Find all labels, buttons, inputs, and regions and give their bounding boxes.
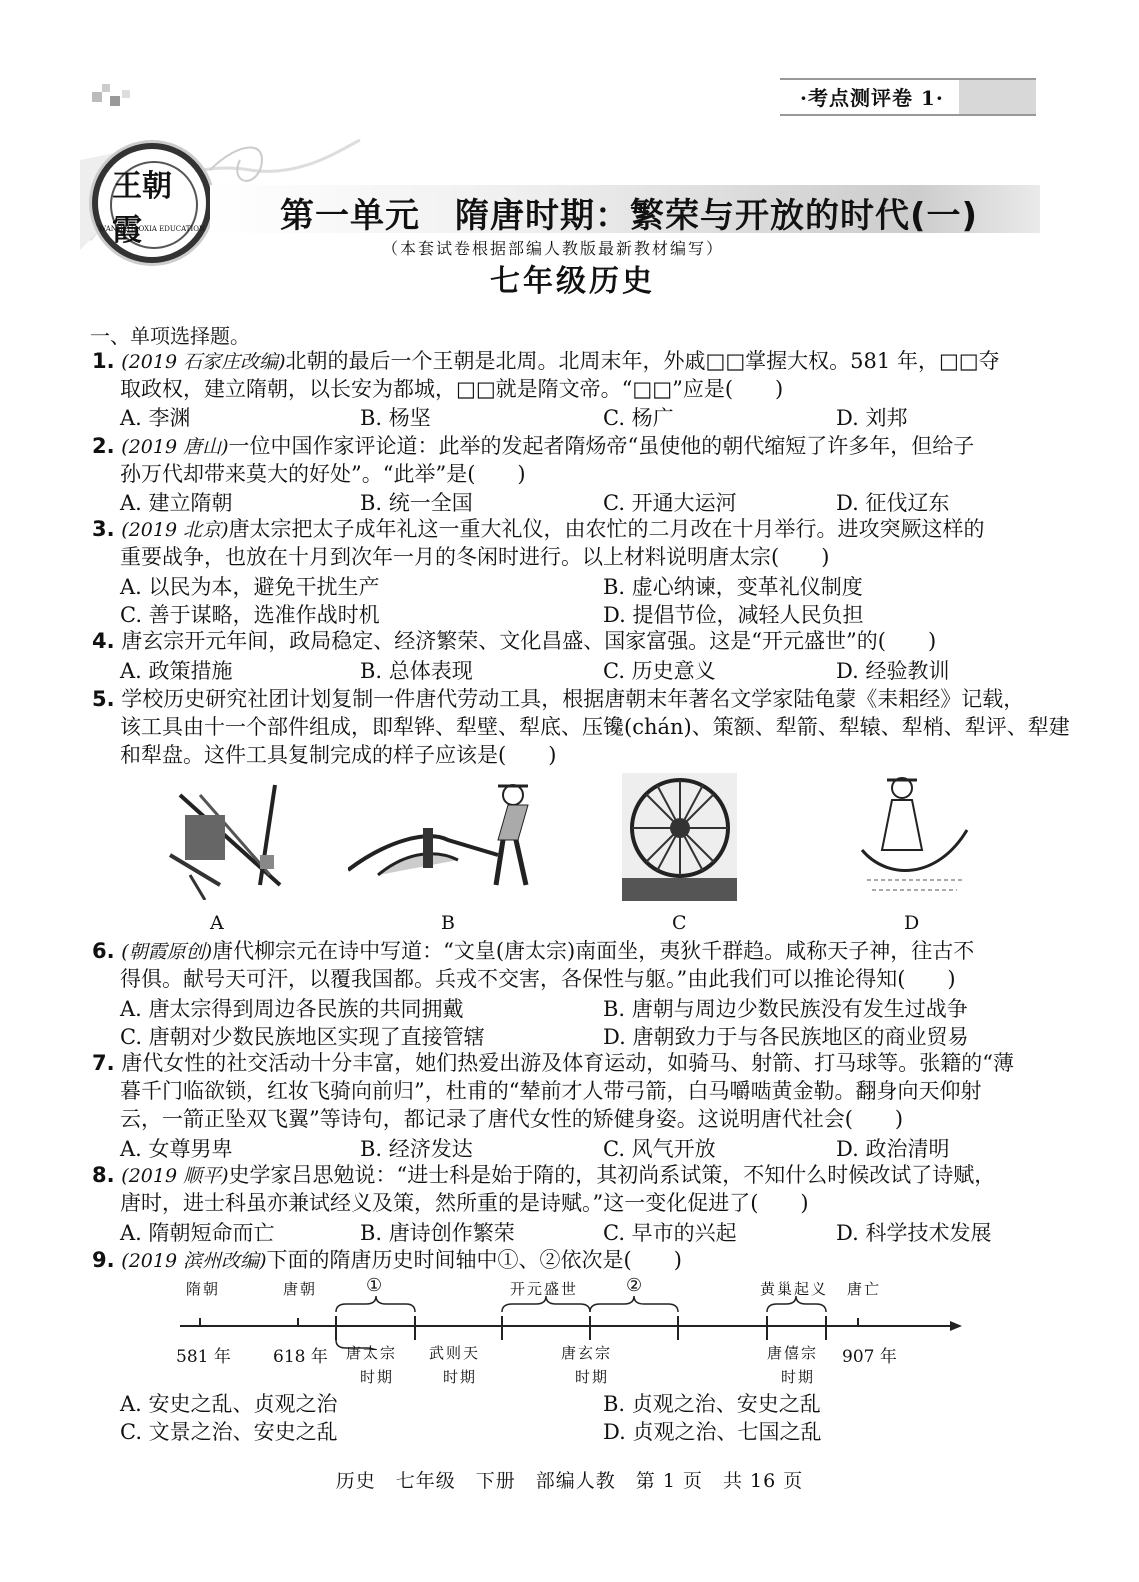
option-a[interactable]: A. 政策措施 [120, 659, 233, 683]
question-source: (2019 石家庄改编) [121, 351, 286, 373]
question-text: 一位中国作家评论道：此举的发起者隋炀帝“虽使他的朝代缩短了许多年，但给子 [228, 434, 975, 458]
question-text: 北朝的最后一个王朝是北周。北周末年，外戚□□掌握大权。581 年，□□夺 [285, 349, 1000, 373]
image-option-b[interactable] [348, 780, 548, 890]
question-text: 孙万代却带来莫大的好处”。“此举”是( ) [120, 462, 526, 486]
option-c[interactable]: C. 唐朝对少数民族地区实现了直接管辖 [120, 1025, 485, 1049]
option-c[interactable]: C. 杨广 [603, 406, 674, 430]
option-c[interactable]: C. 风气开放 [603, 1137, 716, 1161]
timeline-label-huangchao: 黄巢起义 [760, 1280, 829, 1298]
option-a[interactable]: A. 唐太宗得到周边各民族的共同拥戴 [120, 997, 464, 1021]
option-d[interactable]: D. 贞观之治、七国之乱 [603, 1420, 822, 1444]
option-b[interactable]: B. 杨坚 [360, 406, 431, 430]
timeline-period-xizong: 唐僖宗 [767, 1344, 819, 1362]
option-a[interactable]: A. 女尊男卑 [120, 1137, 233, 1161]
question-source: (2019 滨州改编) [121, 1250, 267, 1272]
option-d[interactable]: D. 征伐辽东 [836, 491, 950, 515]
question-text: 和犁盘。这件工具复制完成的样子应该是( ) [120, 743, 557, 767]
timeline-year-581: 581 年 [176, 1347, 231, 1367]
timeline-period-wuzetian: 武则天 [429, 1344, 481, 1362]
timeline-axis [170, 1290, 970, 1350]
question-text: 唐太宗把太子成年礼这一重大礼仪，由农忙的二月改在十月举行。进攻突厥这样的 [228, 517, 985, 541]
question-number: 7. [92, 1051, 115, 1075]
logo-subtext: WANGZHAOXIA EDUCATION [98, 225, 206, 233]
image-label-c: C [672, 912, 687, 934]
option-a[interactable]: A. 安史之乱、贞观之治 [120, 1392, 338, 1416]
publisher-logo [92, 143, 212, 263]
question-text: 暮千门临欲锁，红妆飞骑向前归”，杜甫的“辇前才人带弓箭，白马嚼啮黄金勒。翻身向天仰射 [120, 1079, 982, 1103]
timeline-label-tangwang: 唐亡 [847, 1280, 882, 1298]
question-number: 5. [92, 687, 115, 711]
logo-text: 王朝霞 [112, 169, 172, 248]
option-a[interactable]: A. 李渊 [120, 406, 191, 430]
option-d[interactable]: D. 经验教训 [836, 659, 950, 683]
option-a[interactable]: A. 建立隋朝 [120, 491, 233, 515]
question-text: 云，一箭正坠双飞翼”等诗句，都记录了唐代女性的矫健身姿。这说明唐代社会( ) [120, 1107, 904, 1131]
timeline-year-907: 907 年 [842, 1347, 897, 1367]
option-b[interactable]: B. 统一全国 [360, 491, 473, 515]
timeline-period-taizong: 唐太宗 [346, 1344, 398, 1362]
option-a[interactable]: A. 隋朝短命而亡 [120, 1221, 275, 1245]
question-number: 8. [92, 1163, 115, 1187]
question-source: (2019 唐山) [121, 436, 229, 458]
option-b[interactable]: B. 贞观之治、安史之乱 [603, 1392, 821, 1416]
option-d[interactable]: D. 提倡节俭，减轻人民负担 [603, 603, 864, 627]
timeline-period-xuanzong: 唐玄宗 [561, 1344, 613, 1362]
option-b[interactable]: B. 虚心纳谏，变革礼仪制度 [603, 575, 863, 599]
option-b[interactable]: B. 经济发达 [360, 1137, 473, 1161]
question-number: 3. [92, 517, 115, 541]
page-subtitle: （本套试卷根据部编人教版最新教材编写） [382, 239, 725, 258]
timeline-label-tang: 唐朝 [283, 1280, 318, 1298]
image-label-a: A [210, 912, 224, 934]
option-c[interactable]: C. 开通大运河 [603, 491, 737, 515]
image-label-b: B [441, 912, 455, 934]
question-text: 唐玄宗开元年间，政局稳定、经济繁荣、文化昌盛、国家富强。这是“开元盛世”的( ) [121, 629, 937, 653]
option-b[interactable]: B. 唐诗创作繁荣 [360, 1221, 515, 1245]
question-number: 6. [92, 939, 115, 963]
question-text: 学校历史研究社团计划复制一件唐代劳动工具，根据唐朝末年著名文学家陆龟蒙《耒耜经》记载， [121, 687, 1025, 711]
question-source: (2019 北京) [121, 519, 229, 541]
question-number: 4. [92, 629, 115, 653]
timeline-period-label: 时期 [575, 1368, 610, 1386]
question-text: 史学家吕思勉说：“进士科是始于隋的，其初尚系试策，不知什么时候改试了诗赋， [228, 1163, 996, 1187]
timeline-year-618: 618 年 [273, 1347, 328, 1367]
question-text: 唐代柳宗元在诗中写道：“文皇(唐太宗)南面坐，夷狄千群趋。咸称天子神，往古不 [212, 939, 975, 963]
image-label-d: D [904, 912, 920, 934]
option-a[interactable]: A. 以民为本，避免干扰生产 [120, 575, 380, 599]
question-text: 唐时，进士科虽亦兼试经义及策，然所重的是诗赋。”这一变化促进了( ) [120, 1191, 809, 1215]
question-source: (朝霞原创) [121, 941, 213, 963]
option-b[interactable]: B. 总体表现 [360, 659, 473, 683]
section-title: 一、单项选择题。 [90, 324, 250, 348]
question-source: (2019 顺平) [121, 1165, 229, 1187]
option-c[interactable]: C. 早市的兴起 [603, 1221, 737, 1245]
option-d[interactable]: D. 唐朝致力于与各民族地区的商业贸易 [603, 1025, 969, 1049]
question-number: 9. [92, 1248, 115, 1272]
image-option-d[interactable] [857, 770, 972, 900]
timeline-label-sui: 隋朝 [186, 1280, 221, 1298]
option-c[interactable]: C. 历史意义 [603, 659, 716, 683]
question-number: 2. [92, 434, 115, 458]
option-c[interactable]: C. 善于谋略，选准作战时机 [120, 603, 380, 627]
question-text: 唐代女性的社交活动十分丰富，她们热爱出游及体育运动，如骑马、射箭、打马球等。张籍的“薄 [121, 1051, 1015, 1075]
timeline-blank-2[interactable]: ② [626, 1275, 645, 1296]
option-d[interactable]: D. 刘邦 [836, 406, 908, 430]
question-number: 1. [92, 349, 115, 373]
timeline-period-label: 时期 [443, 1368, 478, 1386]
question-text: 取政权，建立隋朝，以长安为都城，□□就是隋文帝。“□□”应是( ) [120, 377, 784, 401]
image-option-a[interactable] [160, 775, 295, 900]
image-option-c[interactable] [622, 773, 737, 901]
question-text: 重要战争，也放在十月到次年一月的冬闲时进行。以上材料说明唐太宗( ) [120, 545, 830, 569]
option-c[interactable]: C. 文景之治、安史之乱 [120, 1420, 338, 1444]
timeline-blank-1[interactable]: ① [366, 1275, 385, 1296]
timeline-period-label: 时期 [781, 1368, 816, 1386]
grade-subject: 七年级历史 [490, 264, 655, 299]
question-text: 下面的隋唐历史时间轴中①、②依次是( ) [266, 1248, 682, 1272]
timeline-label-kaiyuan: 开元盛世 [510, 1280, 579, 1298]
question-text: 该工具由十一个部件组成，即犁铧、犁壁、犁底、压镵(chán)、策额、犁箭、犁辕、犁梢、犁评、犁建 [120, 715, 1070, 739]
header-tag: ·考点测评卷 1· [800, 86, 944, 110]
timeline-period-label: 时期 [360, 1368, 395, 1386]
page-footer: 历史 七年级 下册 部编人教 第 1 页 共 16 页 [335, 1470, 804, 1492]
option-d[interactable]: D. 科学技术发展 [836, 1221, 992, 1245]
option-b[interactable]: B. 唐朝与周边少数民族没有发生过战争 [603, 997, 968, 1021]
question-text: 得俱。献号天可汗，以覆我国都。兵戎不交害，各保性与躯。”由此我们可以推论得知( ) [120, 967, 956, 991]
page-title: 第一单元 隋唐时期：繁荣与开放的时代(一) [280, 196, 979, 236]
option-d[interactable]: D. 政治清明 [836, 1137, 950, 1161]
